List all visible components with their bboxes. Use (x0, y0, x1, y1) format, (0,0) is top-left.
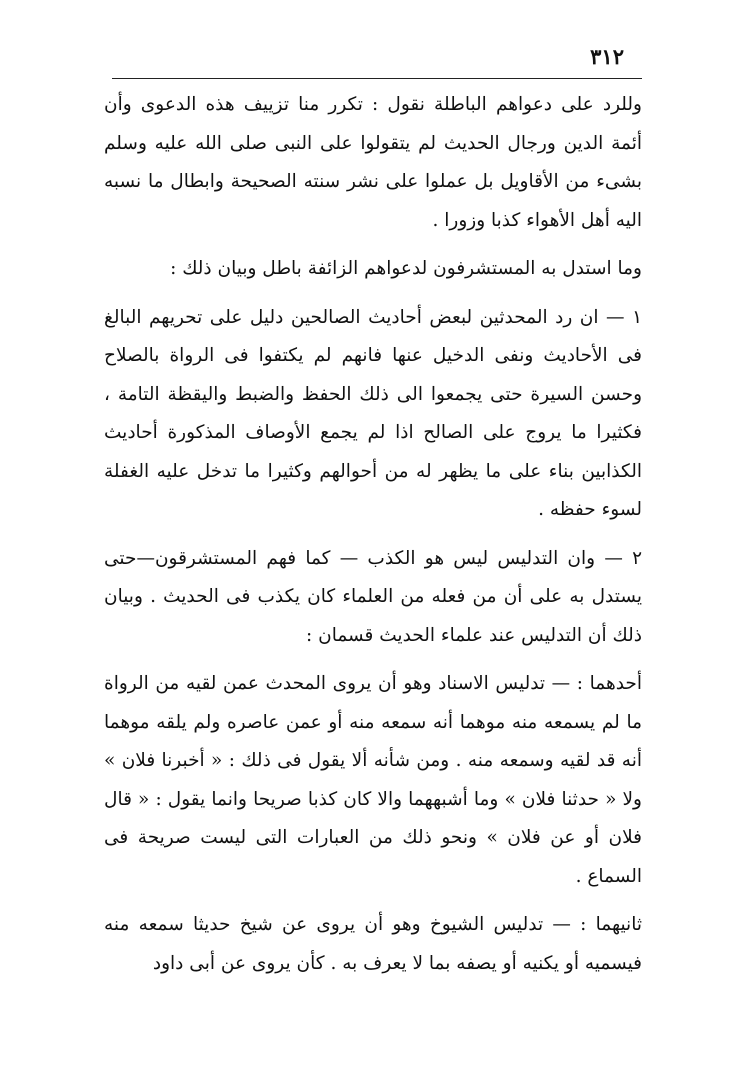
paragraph-orientalist-claims: وما استدل به المستشرفون لدعواهم الزائفة باطل وبيان ذلك : (170, 258, 642, 279)
page-number: ٣١٢ (590, 44, 624, 69)
paragraph-isnad-tadlis: أحدهما : — تدليس الاسناد وهو أن يروى المحدث عمن لقيه من الرواة ما لم يسمعه منه موهما أنه سمعه منه أو عمن عاصره ولم يلقه موهما أنه قد لقيه وسمعه منه . ومن شأنه ألا يقول فى ذلك : « أخبرنا فلان » ولا « حدثنا فلان » وما أشبههما والا كان كذبا صريحا وانما يقول : « قال فلان أو عن فلان » ونحو ذلك من العبارات التى ليست صريحة فى السماع . (104, 673, 642, 887)
paragraph-point-one: ١ — ان رد المحدثين لبعض أحاديث الصالحين دليل على تحريهم البالغ فى الأحاديث ونفى الدخيل عنها فانهم لم يكتفوا فى الرواة بالصلاح وحسن السيرة حتى يجمعوا الى ذلك الحفظ والضبط واليقظة التامة ، فكثيرا ما يروج على الصالح اذا لم يجمع الأوصاف المذكورة أحاديث الكذابين بناء على ما يظهر له من أحوالهم وكثيرا ما تدخل عليه الغفلة لسوء حفظه . (104, 306, 642, 520)
page-body (104, 86, 642, 983)
paragraph-rebuttal-intro: وللرد على دعواهم الباطلة نقول : تكرر منا تزييف هذه الدعوى وأن أئمة الدين ورجال الحديث لم يتقولوا على النبى صلى الله عليه وسلم بشىء من الأقاويل بل عملوا على نشر سنته الصحيحة وابطال ما نسبه اليه أهل الأهواء كذبا وزورا . (104, 94, 642, 231)
paragraph-shuyukh-tadlis: ثانيهما : — تدليس الشيوخ وهو أن يروى عن شيخ حديثا سمعه منه فيسميه أو يكنيه أو يصفه بما لا يعرف به . كأن يروى عن أبى داود (104, 914, 642, 974)
header-rule (112, 78, 642, 79)
paragraph-point-two: ٢ — وان التدليس ليس هو الكذب — كما فهم المستشرقون—حتى يستدل به على أن من فعله من العلماء كان يكذب فى الحديث . وبيان ذلك أن التدليس عند علماء الحديث قسمان : (104, 547, 642, 646)
